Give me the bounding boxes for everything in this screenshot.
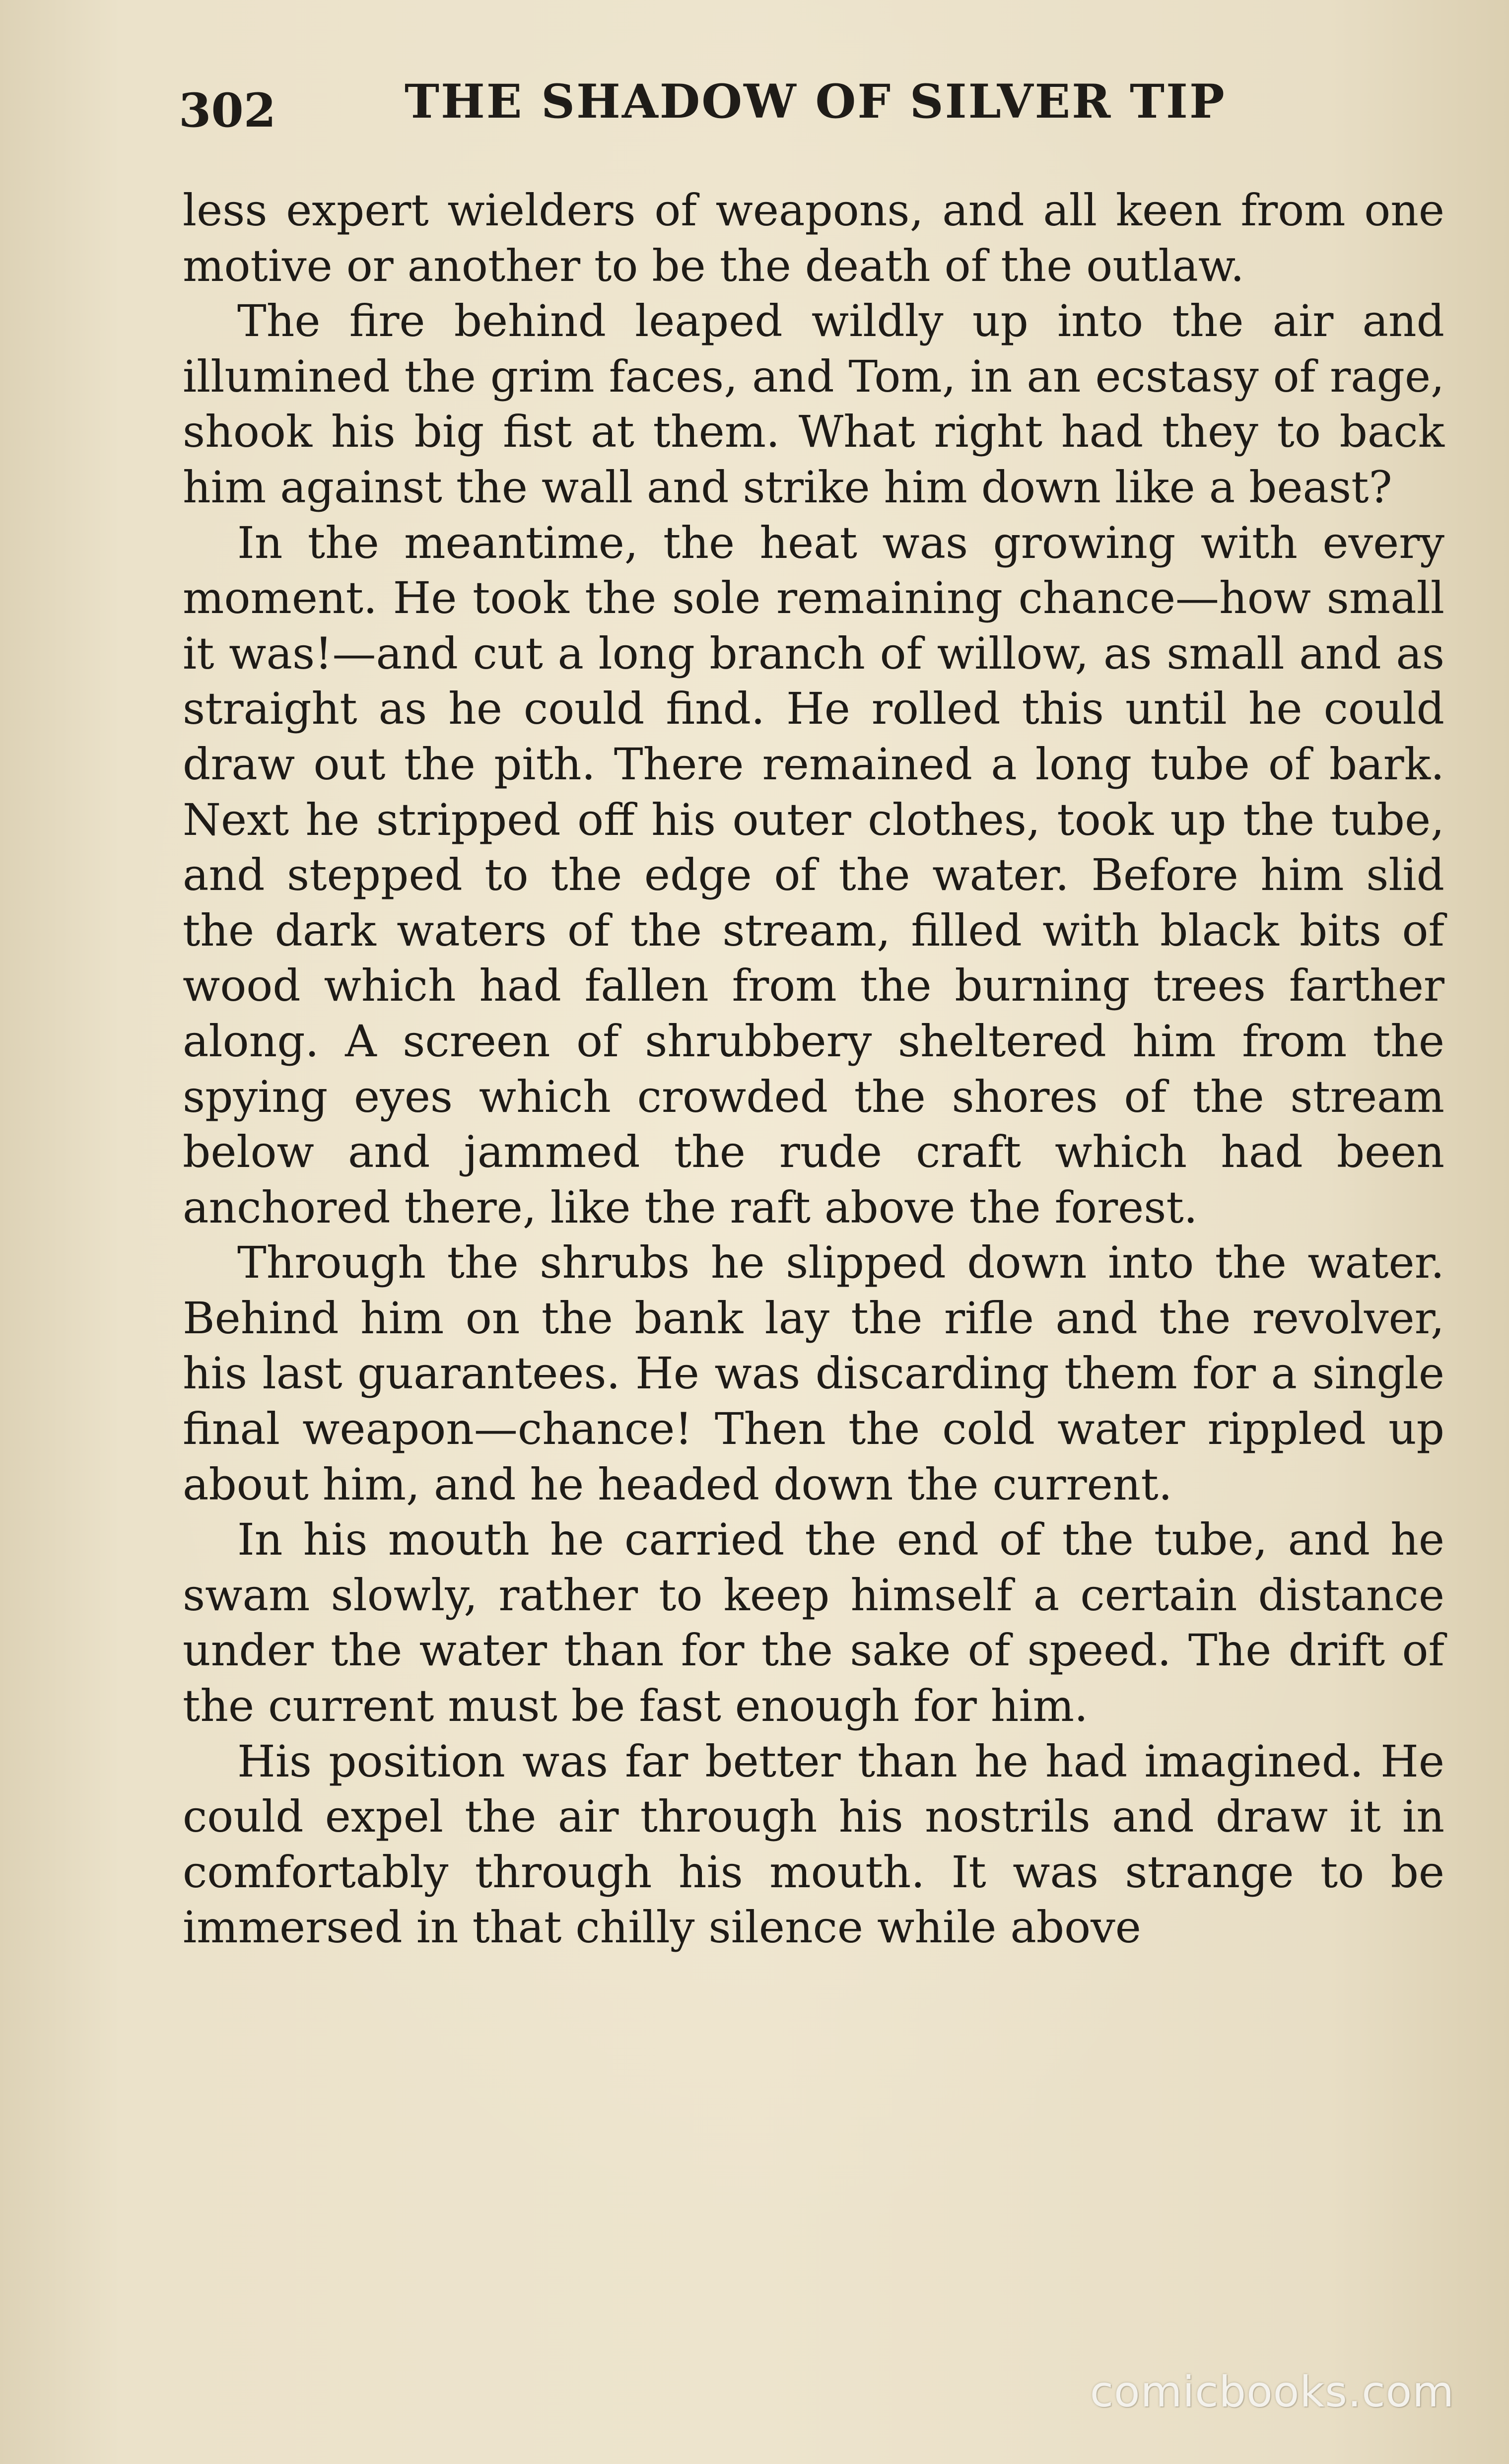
watermark: comicbooks.com [1090,2367,1454,2417]
paragraph: Through the shrubs he slipped down into the water. Behind him on the bank lay the rifle and the revolver, his last guarantees. He was discarding them for a single final weapon—chance! Then the cold water rippled up about him, and he headed down the current. [183,1237,1444,1510]
page-number: 302 [179,83,276,138]
body-text [183,183,1444,1955]
running-head: THE SHADOW OF SILVER TIP [405,74,1226,129]
paragraph: less expert wielders of weapons, and all keen from one motive or another to be the death of the outlaw. [183,185,1444,291]
paragraph: In the meantime, the heat was growing with every moment. He took the sole remaining chance—how small it was!—and cut a long branch of willow, as small and as straight as he could find. He rolled this until he could draw out the pith. There remained a long tube of bark. Next he stripped off his outer clothes, took up the tube, and stepped to the edge of the water. Before him slid the dark waters of the stream, filled with black bits of wood which had fallen from the burning trees farther along. A screen of shrubbery sheltered him from the spying eyes which crowded the shores of the stream below and jammed the rude craft which had been anchored there, like the raft above the forest. [183,517,1444,1233]
paragraph: His position was far better than he had imagined. He could expel the air through his nostrils and draw it in comfortably through his mouth. It was strange to be immersed in that chilly silence while above [183,1735,1444,1953]
paragraph: The fire behind leaped wildly up into the air and illumined the grim faces, and Tom, in an ecstasy of rage, shook his big fist at them. What right had they to back him against the wall and strike him down like a beast? [183,295,1444,513]
page-header [179,74,1449,149]
paragraph: In his mouth he carried the end of the tube, and he swam slowly, rather to keep himself a certain distance under the water than for the sake of speed. The drift of the current must be fast enough for him. [183,1514,1444,1732]
